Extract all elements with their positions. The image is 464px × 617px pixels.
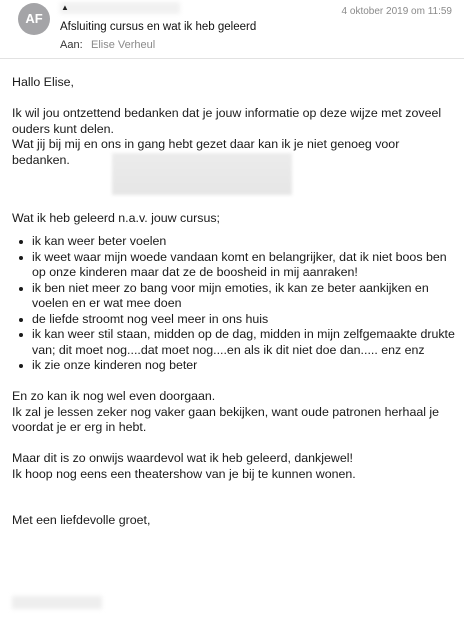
list-item: ik zie onze kinderen nog beter xyxy=(32,358,458,374)
recipient-name[interactable]: Elise Verheul xyxy=(91,39,156,51)
sender-redaction-mark: ▲ xyxy=(61,3,69,12)
email-subject: Afsluiting cursus en wat ik heb geleerd xyxy=(60,21,257,33)
sender-name-redacted xyxy=(60,2,180,14)
paragraph-continue: En zo kan ik nog wel even doorgaan. xyxy=(12,389,216,403)
to-label: Aan: xyxy=(60,39,83,51)
redacted-block xyxy=(112,153,292,195)
paragraph-theatershow: Ik hoop nog eens een theatershow van je bij te kunnen wonen. xyxy=(12,466,356,481)
list-intro: Wat ik heb geleerd n.a.v. jouw cursus; xyxy=(12,210,220,225)
list-item: ik weet waar mijn woede vandaan komt en belangrijker, dat ik niet boos ben op onze kinderen maar dat ze de boosheid in mij aanraken! xyxy=(32,250,458,281)
email-date: 4 oktober 2019 om 11:59 xyxy=(341,6,452,17)
closing: Met een liefdevolle groet, xyxy=(12,513,151,527)
list-item: ik ben niet meer zo bang voor mijn emoties, ik kan ze beter aankijken en voelen en er wat mee doen xyxy=(32,281,458,312)
paragraph-gratitude: Wat jij bij mij en ons in gang hebt gezet daar kan ik je niet genoeg voor bedanken. xyxy=(12,137,400,167)
list-item: ik kan weer stil staan, midden op de dag, midden in mijn zelfgemaakte drukte van; dit moet nog....dat moet nog....en als ik dit niet doe dan..... enz enz xyxy=(32,327,458,358)
list-item: ik kan weer beter voelen xyxy=(32,234,458,250)
email-header xyxy=(0,0,464,59)
learnings-list xyxy=(12,234,458,374)
paragraph-valuable: Maar dit is zo onwijs waardevol wat ik heb geleerd, dankjewel! xyxy=(12,451,353,465)
list-item: de liefde stroomt nog veel meer in ons huis xyxy=(32,312,458,328)
paragraph-thanks: Ik wil jou ontzettend bedanken dat je jouw informatie op deze wijze met zoveel ouders kunt delen. xyxy=(12,106,442,136)
paragraph-lessons: Ik zal je lessen zeker nog vaker gaan bekijken, want oude patronen herhaal je voordat je er erg in hebt. xyxy=(12,404,440,434)
email-body xyxy=(12,75,458,529)
sender-avatar[interactable]: AF xyxy=(18,3,50,35)
signature-redacted xyxy=(12,596,102,609)
greeting: Hallo Elise, xyxy=(12,75,74,89)
